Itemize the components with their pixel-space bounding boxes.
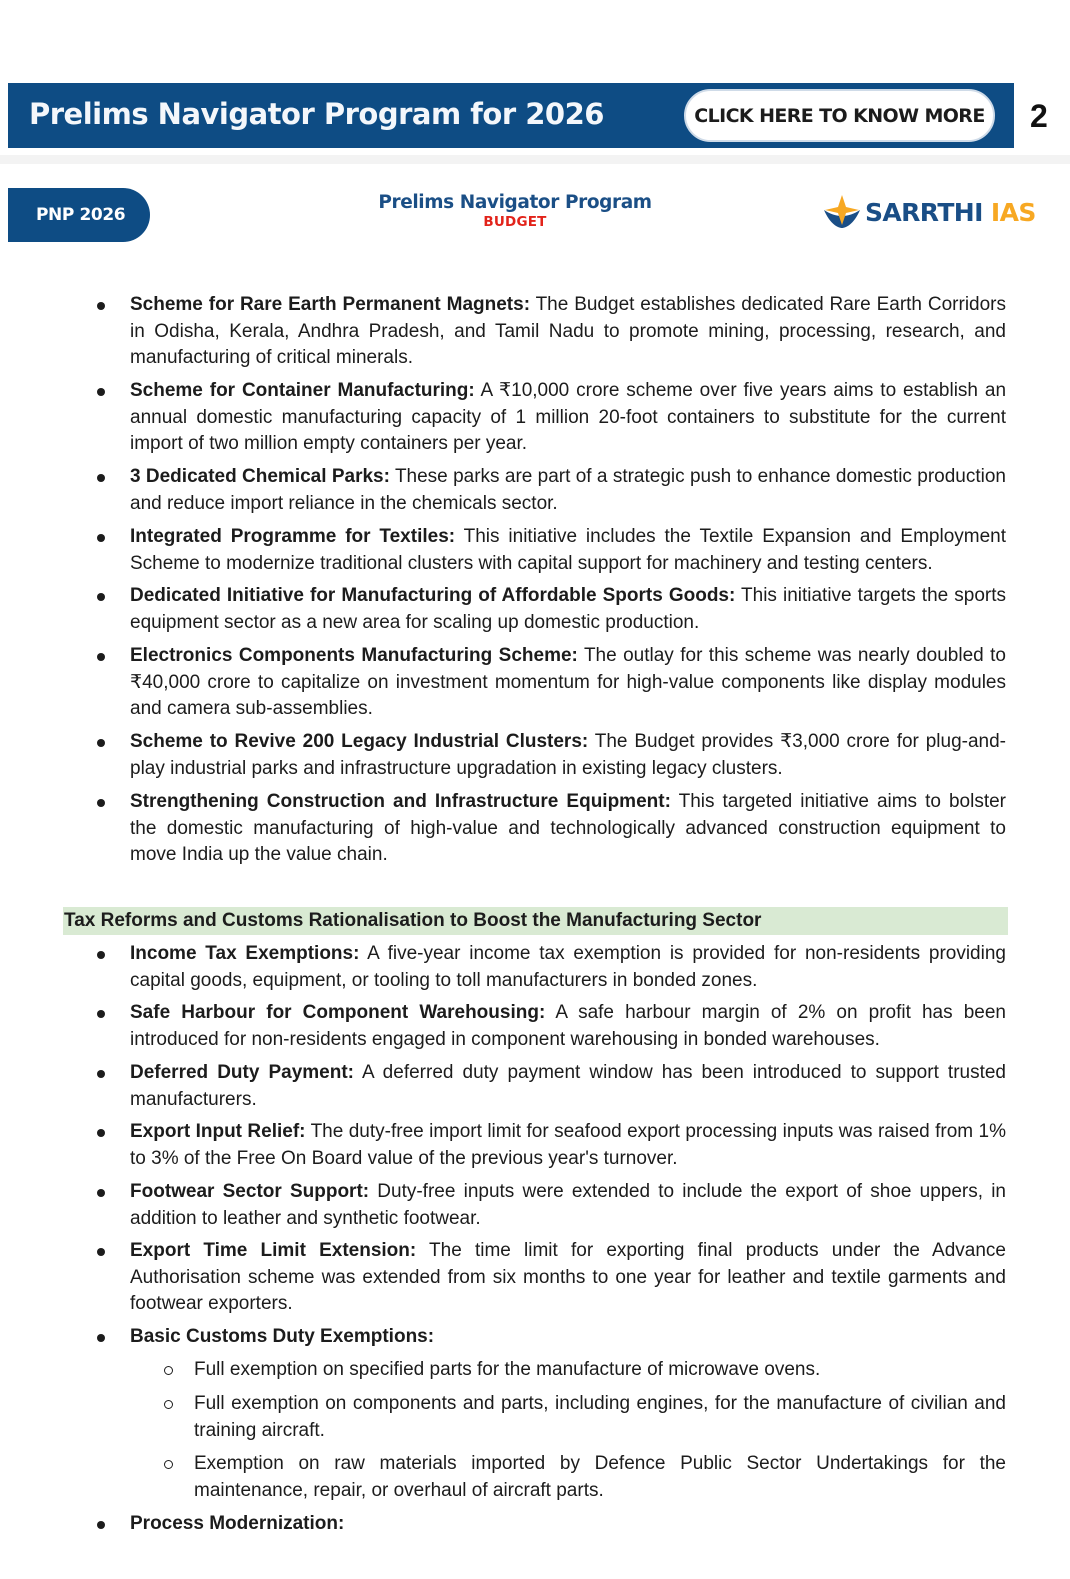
bullet-icon [97, 534, 105, 542]
list-item: 3 Dedicated Chemical Parks: These parks are part of a strategic push to enhance domestic production and reduce import reliance in the chemicals sector. [130, 464, 1006, 517]
document-title [360, 192, 670, 230]
bullet-icon [97, 739, 105, 747]
sub-list-item: Full exemption on specified parts for the manufacture of microwave ovens. [194, 1357, 1006, 1384]
promo-banner[interactable] [8, 83, 1014, 148]
list-item: Strengthening Construction and Infrastructure Equipment: This targeted initiative aims to bolster the domestic manufacturing of high-value and technologically advanced construction equipment to move India up the value chain. [130, 789, 1006, 869]
sub-list-item: Full exemption on components and parts, including engines, for the manufacture of civilian and training aircraft. [194, 1391, 1006, 1444]
banner-title: Prelims Navigator Program for 2026 [29, 97, 604, 131]
circle-bullet-icon [164, 1460, 173, 1469]
circle-bullet-icon [164, 1400, 173, 1409]
bullet-icon [97, 1070, 105, 1078]
bullet-icon [97, 1521, 105, 1529]
brand-suffix: IAS [990, 197, 1036, 227]
bullet-icon [97, 302, 105, 310]
bullet-icon [97, 1189, 105, 1197]
budget-subtitle: BUDGET [483, 214, 547, 230]
divider [0, 155, 1070, 164]
page-number: 2 [1030, 98, 1048, 134]
list-item: Income Tax Exemptions: A five-year income tax exemption is provided for non-residents providing capital goods, equipment, or tooling to toll manufacturers in bonded zones. [130, 941, 1006, 994]
list-item: Dedicated Initiative for Manufacturing of Affordable Sports Goods: This initiative targets the sports equipment sector as a new area for scaling up domestic production. [130, 583, 1006, 636]
bullet-icon [97, 951, 105, 959]
bullet-icon [97, 1248, 105, 1256]
list-item: Export Time Limit Extension: The time limit for exporting final products under the Advance Authorisation scheme was extended from six months to one year for leather and textile garments and footwear exporters. [130, 1238, 1006, 1318]
list-item: Scheme to Revive 200 Legacy Industrial Clusters: The Budget provides ₹3,000 crore for plug-and-play industrial parks and infrastructure upgradation in existing legacy clusters. [130, 729, 1006, 782]
circle-bullet-icon [164, 1366, 173, 1375]
list-item: Process Modernization: [130, 1511, 1006, 1538]
sarrthi-ias-logo [822, 194, 1036, 230]
bullet-icon [97, 653, 105, 661]
list-item: Export Input Relief: The duty-free import limit for seafood export processing inputs was raised from 1% to 3% of the Free On Board value of the previous year's turnover. [130, 1119, 1006, 1172]
star-lotus-icon [822, 194, 862, 230]
list-item: Footwear Sector Support: Duty-free inputs were extended to include the export of shoe uppers, in addition to leather and synthetic footwear. [130, 1179, 1006, 1232]
bullet-icon [97, 474, 105, 482]
bullet-icon [97, 799, 105, 807]
bullet-icon [97, 1010, 105, 1018]
bullet-icon [97, 593, 105, 601]
list-item: Electronics Components Manufacturing Scheme: The outlay for this scheme was nearly doubled to ₹40,000 crore to capitalize on investment momentum for high-value components like display modules and camera sub-assemblies. [130, 643, 1006, 723]
list-item: Scheme for Rare Earth Permanent Magnets: The Budget establishes dedicated Rare Earth Corridors in Odisha, Kerala, Andhra Pradesh, and Tamil Nadu to promote mining, processing, research, and manufacturing of critical minerals. [130, 292, 1006, 372]
bullet-icon [97, 1129, 105, 1137]
sub-list-item: Exemption on raw materials imported by Defence Public Sector Undertakings for the maintenance, repair, or overhaul of aircraft parts. [194, 1451, 1006, 1504]
list-item: Integrated Programme for Textiles: This initiative includes the Textile Expansion and Employment Scheme to modernize traditional clusters with capital support for machinery and testing centers. [130, 524, 1006, 577]
section-heading: Tax Reforms and Customs Rationalisation to Boost the Manufacturing Sector [63, 907, 1008, 935]
know-more-button[interactable]: CLICK HERE TO KNOW MORE [684, 89, 995, 142]
brand-name: SARRTHI [865, 197, 983, 227]
pnp-tab-label: PNP 2026 [8, 188, 150, 242]
list-item: Safe Harbour for Component Warehousing: A safe harbour margin of 2% on profit has been introduced for non-residents engaged in component warehousing in bonded warehouses. [130, 1000, 1006, 1053]
bullet-icon [97, 388, 105, 396]
list-item: Basic Customs Duty Exemptions: [130, 1324, 1006, 1351]
list-item: Deferred Duty Payment: A deferred duty payment window has been introduced to support trusted manufacturers. [130, 1060, 1006, 1113]
bullet-icon [97, 1334, 105, 1342]
program-title: Prelims Navigator Program [378, 192, 652, 213]
list-item: Scheme for Container Manufacturing: A ₹10,000 crore scheme over five years aims to establish an annual domestic manufacturing capacity of 1 million 20-foot containers to substitute for the current import of two million empty containers per year. [130, 378, 1006, 458]
